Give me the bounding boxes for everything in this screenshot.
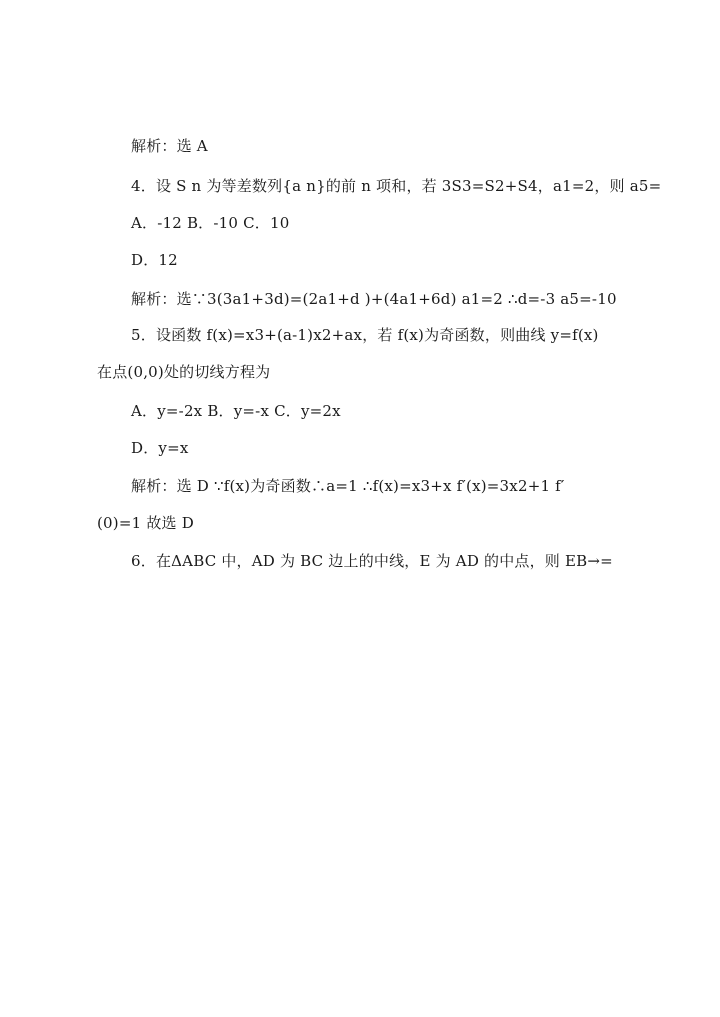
question-5-solution-continued: (0)=1 故选 D [97, 514, 194, 532]
question-5-option-d: D．y=x [131, 439, 189, 457]
question-4-options-abc: A．-12 B．-10 C．10 [131, 214, 290, 232]
question-4-text: 4．设 S n 为等差数列{a n}的前 n 项和，若 3S3=S2+S4，a1=2，则 a5= [131, 177, 662, 195]
question-5-solution: 解析：选 D ∵f(x)为奇函数∴a=1 ∴f(x)=x3+x f′(x)=3x2+1 f′ [131, 477, 565, 495]
question-5-text: 5．设函数 f(x)=x3+(a-1)x2+ax，若 f(x)为奇函数，则曲线 y=f(x) [131, 326, 599, 344]
question-4-option-d: D．12 [131, 251, 178, 269]
question-4-solution: 解析：选∵3(3a1+3d)=(2a1+d )+(4a1+6d) a1=2 ∴d=-3 a5=-10 [131, 290, 617, 308]
question-6-text: 6．在ΔABC 中，AD 为 BC 边上的中线，E 为 AD 的中点，则 EB→= [131, 552, 613, 570]
question-5-text-continued: 在点(0,0)处的切线方程为 [97, 363, 271, 381]
text-line: 解析：选 A [131, 137, 208, 155]
question-5-options-abc: A．y=-2x B．y=-x C．y=2x [131, 402, 341, 420]
